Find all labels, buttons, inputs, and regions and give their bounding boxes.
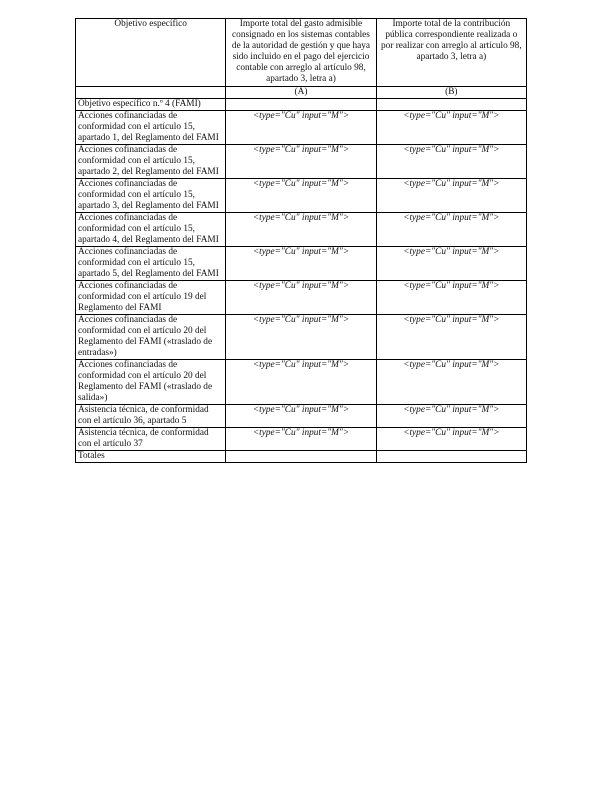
table-row [76, 213, 527, 247]
amount-field-a[interactable] [226, 428, 376, 451]
field-placeholder: <type="Cu" input="M"> [252, 111, 350, 121]
header-objetivo: Objetivo específico [76, 19, 226, 87]
row-label: Asistencia técnica, de conformidad con el artículo 36, apartado 5 [76, 405, 226, 428]
row-label: Acciones cofinanciadas de conformidad con el artículo 15, apartado 4, del Reglamento del FAMI [76, 213, 226, 247]
row-label: Acciones cofinanciadas de conformidad con el artículo 20 del Reglamento del FAMI («traslado de salida») [76, 360, 226, 405]
amount-field-a[interactable] [226, 405, 376, 428]
section-empty-b [376, 99, 526, 111]
table-row [76, 405, 527, 428]
totals-label: Totales [76, 451, 226, 463]
totals-a[interactable] [226, 451, 376, 463]
amount-field-a[interactable] [226, 111, 376, 145]
row-label: Acciones cofinanciadas de conformidad con el artículo 15, apartado 2, del Reglamento del FAMI [76, 145, 226, 179]
field-placeholder: <type="Cu" input="M"> [252, 213, 350, 223]
field-placeholder: <type="Cu" input="M"> [252, 247, 350, 257]
table-row [76, 315, 527, 360]
row-label: Acciones cofinanciadas de conformidad con el artículo 20 del Reglamento del FAMI («traslado de entradas») [76, 315, 226, 360]
field-placeholder: <type="Cu" input="M"> [403, 428, 500, 438]
field-placeholder: <type="Cu" input="M"> [252, 179, 350, 189]
row-label: Acciones cofinanciadas de conformidad con el artículo 19 del Reglamento del FAMI [76, 281, 226, 315]
amount-field-b[interactable] [376, 247, 526, 281]
table-row [76, 145, 527, 179]
table-row [76, 281, 527, 315]
header-letter-b: (B) [376, 87, 526, 99]
amount-field-a[interactable] [226, 145, 376, 179]
amount-field-b[interactable] [376, 315, 526, 360]
table-row [76, 247, 527, 281]
field-placeholder: <type="Cu" input="M"> [403, 247, 500, 257]
field-placeholder: <type="Cu" input="M"> [403, 405, 500, 415]
table-row [76, 111, 527, 145]
section-title: Objetivo específico n.º 4 (FAMI) [76, 99, 226, 111]
amount-field-a[interactable] [226, 179, 376, 213]
amount-field-b[interactable] [376, 360, 526, 405]
amount-field-a[interactable] [226, 315, 376, 360]
header-contribucion-publica: Importe total de la contribución pública correspondiente realizada o por realizar con arreglo al artículo 98, apartado 3, letra a) [376, 19, 526, 87]
field-placeholder: <type="Cu" input="M"> [403, 360, 500, 370]
field-placeholder: <type="Cu" input="M"> [403, 213, 500, 223]
amount-field-a[interactable] [226, 213, 376, 247]
section-empty-a [226, 99, 376, 111]
header-importe-gasto: Importe total del gasto admisible consignado en los sistemas contables de la autoridad de gestión y que haya sido incluido en el pago del ejercicio contable con arreglo al artículo 98, apartado 3, letra a) [226, 19, 376, 87]
table-row [76, 428, 527, 451]
row-label: Asistencia técnica, de conformidad con el artículo 37 [76, 428, 226, 451]
row-label: Acciones cofinanciadas de conformidad con el artículo 15, apartado 1, del Reglamento del FAMI [76, 111, 226, 145]
row-label: Acciones cofinanciadas de conformidad con el artículo 15, apartado 3, del Reglamento del FAMI [76, 179, 226, 213]
row-label: Acciones cofinanciadas de conformidad con el artículo 15, apartado 5, del Reglamento del FAMI [76, 247, 226, 281]
field-placeholder: <type="Cu" input="M"> [403, 111, 500, 121]
amount-field-b[interactable] [376, 213, 526, 247]
totals-row [76, 451, 527, 463]
amount-field-b[interactable] [376, 428, 526, 451]
header-letters-row [76, 87, 527, 99]
fami-expenditure-table [75, 18, 527, 463]
amount-field-b[interactable] [376, 281, 526, 315]
table-row [76, 360, 527, 405]
data-rows [76, 111, 527, 451]
field-placeholder: <type="Cu" input="M"> [252, 315, 350, 325]
amount-field-b[interactable] [376, 179, 526, 213]
amount-field-b[interactable] [376, 111, 526, 145]
totals-b[interactable] [376, 451, 526, 463]
section-row [76, 99, 527, 111]
field-placeholder: <type="Cu" input="M"> [252, 428, 350, 438]
field-placeholder: <type="Cu" input="M"> [252, 281, 350, 291]
amount-field-a[interactable] [226, 247, 376, 281]
header-letter-a: (A) [226, 87, 376, 99]
header-letter-empty [76, 87, 226, 99]
field-placeholder: <type="Cu" input="M"> [403, 179, 500, 189]
amount-field-b[interactable] [376, 405, 526, 428]
field-placeholder: <type="Cu" input="M"> [403, 145, 500, 155]
field-placeholder: <type="Cu" input="M"> [252, 145, 350, 155]
amount-field-a[interactable] [226, 360, 376, 405]
field-placeholder: <type="Cu" input="M"> [252, 405, 350, 415]
header-row [76, 19, 527, 87]
field-placeholder: <type="Cu" input="M"> [403, 315, 500, 325]
field-placeholder: <type="Cu" input="M"> [252, 360, 350, 370]
table-row [76, 179, 527, 213]
field-placeholder: <type="Cu" input="M"> [403, 281, 500, 291]
amount-field-b[interactable] [376, 145, 526, 179]
amount-field-a[interactable] [226, 281, 376, 315]
